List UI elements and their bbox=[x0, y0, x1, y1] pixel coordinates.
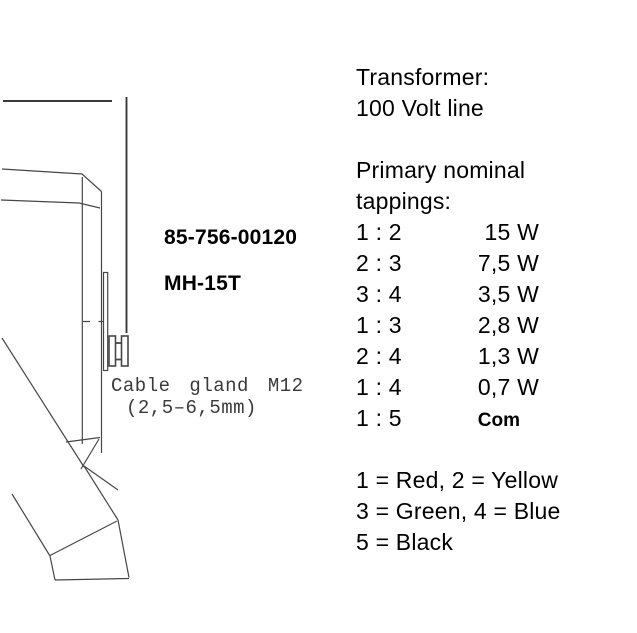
tapping-power: 1,3 W bbox=[477, 343, 539, 369]
tapping-row bbox=[356, 310, 539, 341]
tappings-heading-line2: tappings: bbox=[356, 188, 452, 214]
wire-legend-line: 5 = Black bbox=[356, 529, 454, 555]
part-number: 85-756-00120 bbox=[164, 226, 298, 249]
cable-gland-size: (2,5–6,5mm) bbox=[126, 397, 257, 419]
tapping-ratio: 1 : 4 bbox=[356, 374, 402, 400]
horn-outline bbox=[2, 338, 129, 580]
tapping-ratio: 3 : 4 bbox=[356, 281, 402, 307]
tapping-power-common: Com bbox=[477, 410, 520, 431]
tapping-row-common bbox=[356, 403, 539, 434]
tapping-row bbox=[356, 372, 539, 403]
tappings-heading-line1: Primary nominal bbox=[356, 157, 526, 183]
wire-legend-line: 3 = Green, 4 = Blue bbox=[356, 498, 561, 524]
tapping-ratio: 2 : 3 bbox=[356, 250, 402, 276]
housing-outline bbox=[1, 169, 103, 453]
spacer bbox=[356, 434, 561, 465]
tapping-ratio: 1 : 5 bbox=[356, 405, 402, 431]
transformer-title: Transformer: bbox=[356, 64, 490, 90]
mounting-flange bbox=[104, 273, 108, 371]
model-number: MH-15T bbox=[164, 272, 242, 295]
tapping-power: 0,7 W bbox=[477, 374, 539, 400]
spec-column bbox=[356, 62, 561, 558]
tapping-power: 7,5 W bbox=[477, 250, 539, 276]
wire-legend-line: 1 = Red, 2 = Yellow bbox=[356, 467, 559, 493]
tapping-ratio: 2 : 4 bbox=[356, 343, 402, 369]
tapping-ratio: 1 : 2 bbox=[356, 219, 402, 245]
transformer-subtitle: 100 Volt line bbox=[356, 95, 484, 121]
tapping-power: 3,5 W bbox=[477, 281, 539, 307]
tapping-row bbox=[356, 279, 539, 310]
tapping-ratio: 1 : 3 bbox=[356, 312, 402, 338]
tapping-row bbox=[356, 217, 539, 248]
tapping-row bbox=[356, 248, 539, 279]
tapping-power: 2,8 W bbox=[477, 312, 539, 338]
cable-gland-label: Cable gland M12 bbox=[111, 375, 304, 397]
tapping-row bbox=[356, 341, 539, 372]
cable-gland-shape bbox=[109, 336, 128, 366]
tapping-power: 15 W bbox=[484, 219, 539, 245]
spacer bbox=[356, 124, 561, 155]
